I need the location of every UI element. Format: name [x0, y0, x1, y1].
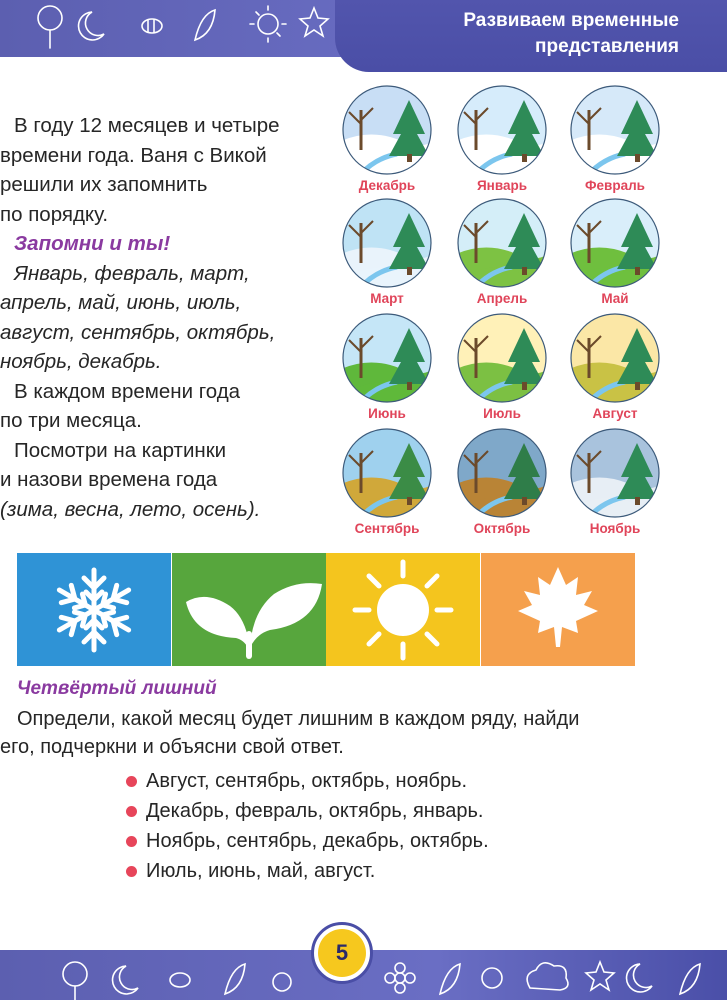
- list-item: Ноябрь, сентябрь, декабрь, октябрь.: [126, 826, 489, 856]
- month-label: Январь: [476, 178, 528, 193]
- month-landscape-icon: [454, 84, 550, 176]
- months-list-line: ноябрь, декабрь.: [0, 350, 162, 373]
- month-landscape-icon: [567, 84, 663, 176]
- month-card: [447, 312, 557, 427]
- month-label: Март: [370, 291, 404, 306]
- intro-line: решили их запомнить: [0, 173, 208, 196]
- leaves-icon: [172, 553, 327, 666]
- snowflake-icon: [17, 553, 171, 666]
- sun-doodle-icon: [273, 973, 291, 991]
- season-winter-tile: [17, 553, 172, 666]
- month-card: [332, 197, 442, 312]
- maple-leaf-icon: [481, 553, 635, 666]
- month-card: [332, 312, 442, 427]
- look-line: и назови времена года: [0, 468, 218, 491]
- months-grid: [332, 84, 727, 544]
- month-label: Октябрь: [473, 521, 531, 536]
- bullet-icon: [126, 776, 137, 787]
- task-instructions: [0, 705, 727, 761]
- month-card: [560, 312, 670, 427]
- bee-doodle-icon: [142, 19, 162, 33]
- sun-doodle-icon: [482, 968, 502, 988]
- intro-line: В году 12 месяцев и четыре: [14, 114, 280, 137]
- month-landscape-icon: [339, 84, 435, 176]
- month-label: Февраль: [585, 178, 645, 193]
- bullet-icon: [126, 866, 137, 877]
- sun-doodle-icon: [250, 6, 286, 42]
- month-card: [560, 84, 670, 199]
- month-landscape-icon: [339, 312, 435, 404]
- month-landscape-icon: [567, 312, 663, 404]
- month-landscape-icon: [339, 427, 435, 519]
- months-list-line: Январь, февраль, март,: [14, 261, 250, 285]
- season-autumn-tile: [481, 553, 636, 666]
- intro-text: [0, 111, 330, 524]
- leaf-doodle-icon: [680, 964, 700, 994]
- season-summer-tile: [326, 553, 481, 666]
- sun-icon: [326, 553, 480, 666]
- month-label: Декабрь: [358, 178, 416, 193]
- month-landscape-icon: [454, 312, 550, 404]
- flower-doodle-icon: [385, 963, 415, 993]
- month-landscape-icon: [567, 427, 663, 519]
- page-number: 5: [318, 929, 366, 977]
- star-doodle-icon: [300, 8, 328, 36]
- list-item: Декабрь, февраль, октябрь, январь.: [126, 796, 489, 826]
- month-card: [447, 197, 557, 312]
- tree-doodle-icon: [63, 962, 87, 1000]
- month-landscape-icon: [454, 197, 550, 289]
- task-line: Определи, какой месяц будет лишним в каждом ряду, найди: [17, 708, 580, 730]
- leaf-doodle-icon: [440, 964, 460, 994]
- intro-line: времени года. Ваня с Викой: [0, 143, 267, 167]
- month-landscape-icon: [454, 427, 550, 519]
- month-card: [332, 427, 442, 542]
- season-spring-tile: [172, 553, 327, 666]
- months-list-line: апрель, май, июнь, июль,: [0, 291, 242, 314]
- list-item: Июль, июнь, май, август.: [126, 856, 489, 886]
- months-list-line: август, сентябрь, октябрь,: [0, 320, 276, 344]
- bee-doodle-icon: [170, 973, 190, 987]
- list-item: Август, сентябрь, октябрь, ноябрь.: [126, 766, 489, 796]
- month-landscape-icon: [567, 197, 663, 289]
- month-card: [447, 427, 557, 542]
- bullet-icon: [126, 836, 137, 847]
- month-label: Сентябрь: [354, 521, 420, 536]
- month-landscape-icon: [339, 197, 435, 289]
- star-doodle-icon: [586, 962, 614, 990]
- month-label: Август: [592, 406, 638, 421]
- month-label: Ноябрь: [589, 521, 641, 536]
- month-card: [332, 84, 442, 199]
- season-line: В каждом времени года: [14, 379, 241, 403]
- moon-doodle-icon: [113, 966, 138, 994]
- moon-doodle-icon: [79, 12, 104, 40]
- cloud-doodle-icon: [527, 963, 568, 990]
- section-header: [335, 0, 727, 72]
- header-title-line1: Развиваем временные: [463, 10, 679, 31]
- page-number-badge: [311, 922, 373, 984]
- leaf-doodle-icon: [225, 964, 245, 994]
- month-card: [560, 427, 670, 542]
- month-card: [560, 197, 670, 312]
- look-line: Посмотри на картинки: [14, 438, 227, 462]
- task-rows: [126, 766, 489, 886]
- intro-line: по порядку.: [0, 202, 109, 226]
- month-card: [447, 84, 557, 199]
- look-line: (зима, весна, лето, осень).: [0, 497, 261, 521]
- task-line: его, подчеркни и объясни свой ответ.: [0, 736, 344, 758]
- seasons-strip: [17, 553, 635, 666]
- season-line: по три месяца.: [0, 409, 142, 432]
- month-label: Июль: [483, 406, 521, 421]
- month-label: Апрель: [476, 291, 528, 306]
- moon-doodle-icon: [627, 964, 652, 992]
- tree-doodle-icon: [38, 6, 62, 48]
- header-title-line2: представления: [535, 36, 679, 57]
- remember-heading: Запомни и ты!: [14, 232, 171, 255]
- leaf-doodle-icon: [195, 10, 215, 40]
- task-title: Четвёртый лишний: [17, 678, 217, 699]
- month-label: Июнь: [368, 406, 406, 421]
- bullet-icon: [126, 806, 137, 817]
- month-label: Май: [601, 291, 629, 306]
